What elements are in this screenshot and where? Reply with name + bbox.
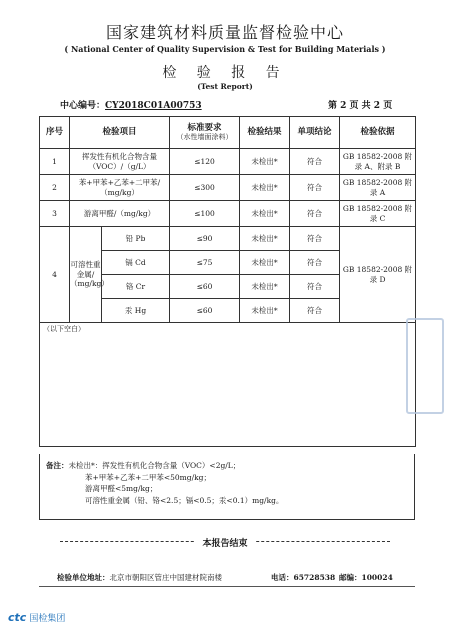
metal-conclusion: 符合 bbox=[290, 227, 340, 251]
report-title: 检 验 报 告 bbox=[162, 65, 288, 81]
metal-requirement: ≤90 bbox=[170, 227, 240, 251]
stamp-mark bbox=[406, 318, 444, 414]
remark-line: 未检出*：挥发性有机化合物含量（VOC）<2g/L； bbox=[68, 461, 241, 470]
row-item: 挥发性有机化合物含量（VOC）/（g/L） bbox=[70, 149, 170, 175]
ctc-logo-icon: ctc bbox=[8, 611, 27, 624]
row-basis: GB 18582-2008 附录 A bbox=[340, 175, 416, 201]
postcode-label: 邮编： bbox=[339, 573, 362, 582]
footer-address bbox=[57, 572, 222, 583]
center-number bbox=[60, 98, 202, 111]
report-end: 本报告结束 bbox=[0, 536, 450, 549]
address-value: 北京市朝阳区管庄中国建材院南楼 bbox=[109, 573, 222, 582]
table-row bbox=[40, 175, 416, 201]
row-result: 未检出* bbox=[240, 149, 290, 175]
row-item: 游离甲醛/（mg/kg） bbox=[70, 201, 170, 227]
row-index: 3 bbox=[40, 201, 70, 227]
metal-requirement: ≤60 bbox=[170, 299, 240, 323]
row-group-label: 可溶性重金属/（mg/kg） bbox=[70, 227, 102, 323]
footer-postcode bbox=[339, 572, 393, 583]
header-requirement: 标准要求 （水性墙面涂料） bbox=[170, 117, 240, 149]
header-basis: 检验依据 bbox=[340, 117, 416, 149]
row-index: 4 bbox=[40, 227, 70, 323]
row-conclusion: 符合 bbox=[290, 175, 340, 201]
metal-result: 未检出* bbox=[240, 251, 290, 275]
row-requirement: ≤300 bbox=[170, 175, 240, 201]
row-conclusion: 符合 bbox=[290, 149, 340, 175]
remark-line: 苯+甲苯+乙苯+二甲苯<50mg/kg； bbox=[85, 472, 211, 482]
row-requirement: ≤100 bbox=[170, 201, 240, 227]
blank-row bbox=[40, 323, 416, 447]
metal-result: 未检出* bbox=[240, 227, 290, 251]
metal-result: 未检出* bbox=[240, 275, 290, 299]
metal-result: 未检出* bbox=[240, 299, 290, 323]
remark-line: 可溶性重金属（铅、铬<2.5；镉<0.5；汞<0.1）mg/kg。 bbox=[85, 495, 284, 505]
test-results-table bbox=[39, 116, 416, 447]
metal-requirement: ≤60 bbox=[170, 275, 240, 299]
phone-label: 电话： bbox=[271, 573, 294, 582]
org-title: 国家建筑材料质量监督检验中心 bbox=[105, 23, 344, 42]
header-item: 检验项目 bbox=[70, 117, 170, 149]
metal-name: 汞 Hg bbox=[102, 299, 170, 323]
header-conclusion: 单项结论 bbox=[290, 117, 340, 149]
table-row bbox=[40, 149, 416, 175]
metal-name: 镉 Cd bbox=[102, 251, 170, 275]
center-number-value: CY2018C01A00753 bbox=[105, 101, 202, 111]
remark-line: 游离甲醛<5mg/kg； bbox=[85, 484, 158, 494]
center-number-label: 中心编号： bbox=[60, 101, 106, 111]
footer-phone bbox=[271, 572, 335, 583]
brand-logo bbox=[8, 611, 65, 624]
row-conclusion: 符合 bbox=[290, 201, 340, 227]
report-english-title: (Test Report) bbox=[197, 82, 253, 91]
metal-conclusion: 符合 bbox=[290, 299, 340, 323]
metal-requirement: ≤75 bbox=[170, 251, 240, 275]
address-label: 检验单位地址： bbox=[57, 573, 110, 582]
row-index: 1 bbox=[40, 149, 70, 175]
row-index: 2 bbox=[40, 175, 70, 201]
row-basis: GB 18582-2008 附录 A、附录 B bbox=[340, 149, 416, 175]
postcode-value: 100024 bbox=[361, 573, 393, 582]
row-basis: GB 18582-2008 附录 D bbox=[340, 227, 416, 323]
remarks-box bbox=[39, 454, 415, 520]
row-result: 未检出* bbox=[240, 201, 290, 227]
row-item: 苯+甲苯+乙苯+二甲苯/（mg/kg） bbox=[70, 175, 170, 201]
header-result: 检验结果 bbox=[240, 117, 290, 149]
metal-name: 铅 Pb bbox=[102, 227, 170, 251]
table-header-row bbox=[40, 117, 416, 149]
metal-conclusion: 符合 bbox=[290, 251, 340, 275]
row-result: 未检出* bbox=[240, 175, 290, 201]
org-english-title: ( National Center of Quality Supervision & Test for Building Materials ) bbox=[64, 44, 386, 54]
phone-value: 65728538 bbox=[293, 573, 336, 582]
footer-divider bbox=[39, 586, 415, 587]
remark-label: 备注： bbox=[46, 461, 69, 470]
header-index: 序号 bbox=[40, 117, 70, 149]
page-info: 第 2 页 共 2 页 bbox=[328, 101, 393, 111]
row-requirement: ≤120 bbox=[170, 149, 240, 175]
metal-conclusion: 符合 bbox=[290, 275, 340, 299]
table-row bbox=[40, 201, 416, 227]
row-basis: GB 18582-2008 附录 C bbox=[340, 201, 416, 227]
metal-name: 铬 Cr bbox=[102, 275, 170, 299]
table-row bbox=[40, 227, 416, 251]
brand-name: 国检集团 bbox=[29, 614, 66, 624]
blank-note: （以下空白） bbox=[40, 323, 416, 447]
